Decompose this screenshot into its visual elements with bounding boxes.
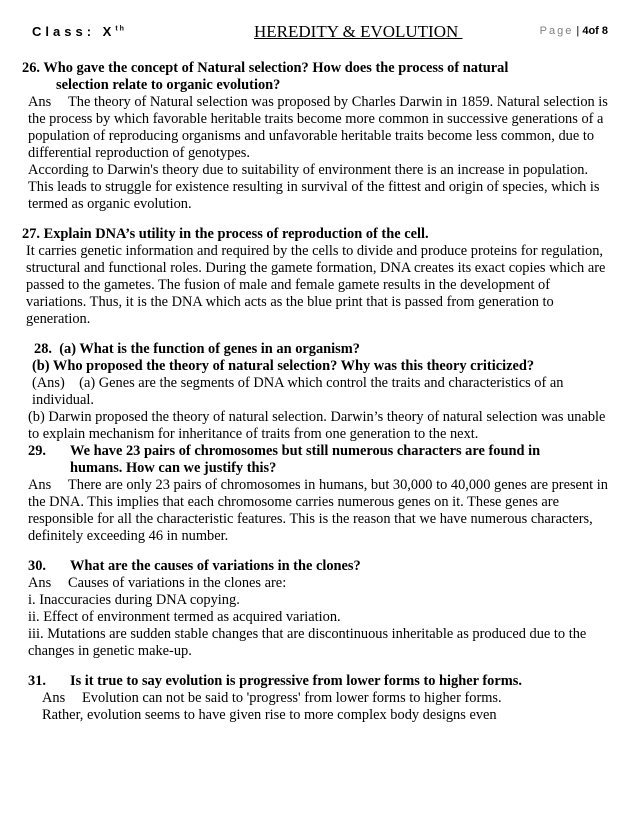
chapter-title: HEREDITY & EVOLUTION [254,22,463,41]
question-31 [22,673,612,724]
answer-29 [28,477,612,545]
answer-26-p1 [22,94,612,162]
class-label [32,24,126,39]
answer-31-line2: Rather, evolution seems to have given rise to more complex body designs even [42,707,497,723]
question-26-text [22,60,612,94]
question-28-a [28,341,612,358]
question-29-text [28,443,612,477]
question-27 [22,226,612,328]
question-28-a-text: (a) What is the function of genes in an organism? [59,341,360,357]
class-superscript: th [115,25,126,33]
question-26 [22,60,612,213]
answer-30-intro-text: Causes of variations in the clones are: [68,575,287,591]
question-29-body [70,443,540,477]
answer-31-text1: Evolution can not be said to 'progress' from lower forms to higher forms. [82,690,502,706]
question-27-line: Explain DNA’s utility in the process of reproduction of the cell. [43,226,429,242]
question-30-line: What are the causes of variations in the clones? [70,558,361,574]
answer-27: It carries genetic information and required by the cells to divide and produce proteins for regulation, structural and functional roles. During the gamete formation, DNA creates its exact copies which are passed to the gametes. The fusion of male and female gamete results in the development of variations. Thus, it is the DNA which acts as the blue print that is passed from generation to generation. [26,243,606,327]
answer-31-label: Ans [42,690,66,706]
page-header [22,22,616,44]
answer-30-item3: iii. Mutations are sudden stable changes that are discontinuous inheritable as produced due to the changes in genetic make-up. [28,626,587,659]
question-26-number: 26. [22,60,40,76]
question-31-number: 31. [28,673,46,689]
page-number [540,25,608,37]
answer-28-label: (Ans) [32,375,65,391]
answer-30-label: Ans [28,575,52,591]
question-29-line2: humans. How can we justify this? [70,460,277,476]
question-28 [22,341,612,443]
question-31-line: Is it true to say evolution is progressive from lower forms to higher forms. [70,673,522,689]
page-separator: | [576,25,580,37]
question-29 [22,443,612,545]
answer-30-item2: ii. Effect of environment termed as acquired variation. [28,609,341,625]
page-current: 4 [582,25,589,37]
answer-26-p2: According to Darwin's theory due to suitability of environment there is an increase in population. This leads to struggle for existence resulting in survival of the fittest and origin of species, which is termed as organic evolution. [28,162,600,212]
page-total: of 8 [588,25,608,37]
class-text: Class: X [32,24,116,39]
question-29-number: 29. [28,443,46,459]
question-30 [22,558,612,660]
answer-30-item1: i. Inaccuracies during DNA copying. [28,592,240,608]
question-28-number: 28. [34,341,52,357]
answer-28-a [28,375,612,409]
answer-29-text: There are only 23 pairs of chromosomes in humans, but 30,000 to 40,000 genes are present in the DNA. This implies that each chromosome carries numerous genes on it. These genes are responsible for all the characteristic features. This is the reason that we have numerous characters, definitely exceeding 46 in number. [28,477,608,544]
answer-29-label: Ans [28,477,52,493]
page-label: Page [539,25,574,37]
question-27-number: 27. [22,226,40,242]
question-28-b: (b) Who proposed the theory of natural selection? Why was this theory criticized? [32,358,535,374]
question-26-line1: Who gave the concept of Natural selection? How does the process of natural [43,60,509,76]
question-26-line2: selection relate to organic evolution? [56,77,281,93]
answer-28-a-text: (a) Genes are the segments of DNA which control the traits and characteristics of an individual. [32,375,564,408]
answer-30-intro [28,575,612,592]
question-30-text [28,558,612,575]
question-31-text [28,673,612,690]
question-30-number: 30. [28,558,46,574]
answer-26-label: Ans [28,94,52,110]
question-29-line1: We have 23 pairs of chromosomes but still numerous characters are found in [70,443,541,459]
question-27-text [22,226,612,243]
answer-31-line1 [28,690,612,707]
answer-28-b: (b) Darwin proposed the theory of natural selection. Darwin’s theory of natural selection was unable to explain mechanism for inheritance of traits from one generation to the next. [28,409,606,442]
document-body [22,60,612,724]
answer-26-text1: The theory of Natural selection was proposed by Charles Darwin in 1859. Natural selection is the process by which favorable heritable traits become more common in successive generations of a population of reproducing organisms and unfavorable heritable traits become less common, due to differential reproduction of genotypes. [28,94,608,161]
